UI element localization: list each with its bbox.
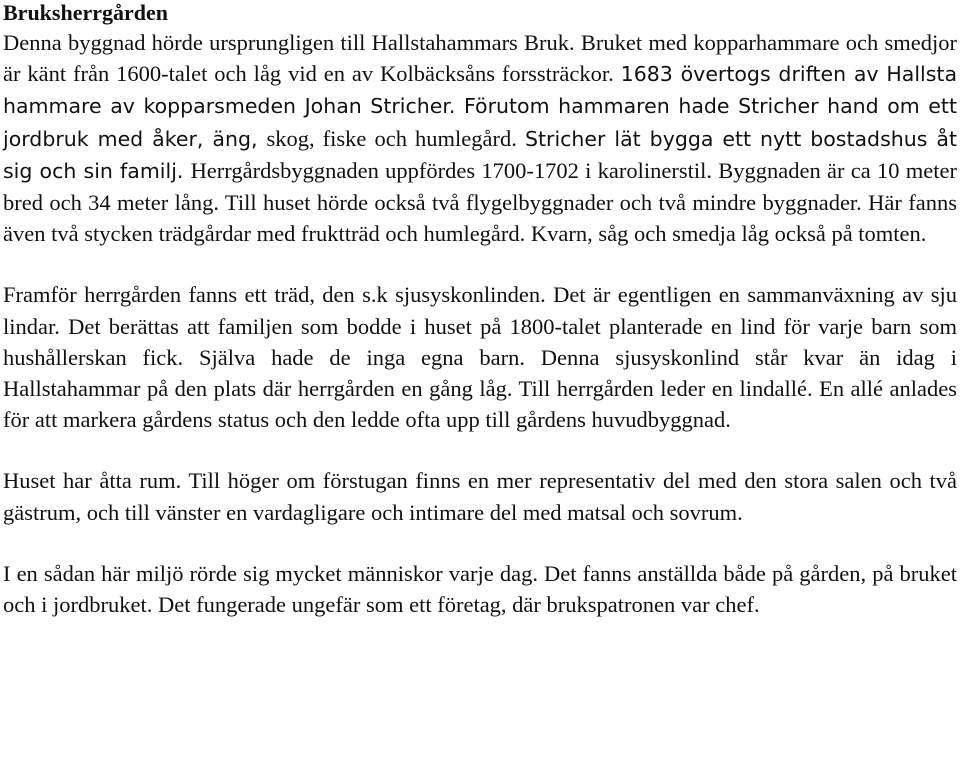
document-title: Bruksherrgården [3,0,168,25]
paragraph-linden-tree [3,279,957,435]
text-segment: Denna byggnad hörde ursprungligen till Hallstahammars Bruk. Bruket med kopparhammare och smedjor är känt från 1600-talet och låg vid en av Kolbäcksåns forssträckor. [3,30,957,87]
text-segment: Framför herrgården fanns ett träd, den s.k sjusyskonlinden. Det är egentligen en sammanväxning av sju lindar. Det berättas att familjen som bodde i huset på 1800-talet planterade en lind för varje barn som hushållerskan fick. Själva hade de inga egna barn. Denna sjusyskonlind står kvar än idag i Hallstahammar på den plats där herrgården en gång låg. Till herrgården leder en lindallé. En allé anlades för att markera gårdens status och den ledde ofta upp till gårdens huvudbyggnad. [3,282,957,433]
paragraph-rooms [3,465,957,527]
text-segment: Huset har åtta rum. Till höger om förstugan finns en mer representativ del med den stora salen och två gästrum, och till vänster en vardagligare och intimare del med matsal och sovrum. [3,468,957,525]
text-segment: Stricher lät bygga ett nytt bostadshus åt sig och sin familj. [3,126,957,183]
text-segment: Herrgårdsbyggnaden uppfördes 1700-1702 i karolinerstil. Byggnaden är ca 10 meter bred och 34 meter lång. Till huset hörde också två flygelbyggnader och två mindre byggnader. Här fanns även två stycken trädgårdar med fruktträd och humlegård. Kvarn, såg och smedja låg också på tomten. [3,157,957,247]
text-segment: I en sådan här miljö rörde sig mycket människor varje dag. Det fanns anställda både på gården, på bruket och i jordbruket. Det fungerade ungefär som ett företag, där brukspatronen var chef. [3,560,957,618]
text-segment: 1683 övertogs driften av Hallsta hammare av kopparsmeden Johan Stricher. Förutom hammaren hade Stricher hand om ett jordbruk med åker, äng, [3,62,958,151]
text-segment: skog, fiske och humlegård. [266,125,525,151]
paragraph-history [3,27,957,249]
paragraph-daily-life [3,558,957,620]
